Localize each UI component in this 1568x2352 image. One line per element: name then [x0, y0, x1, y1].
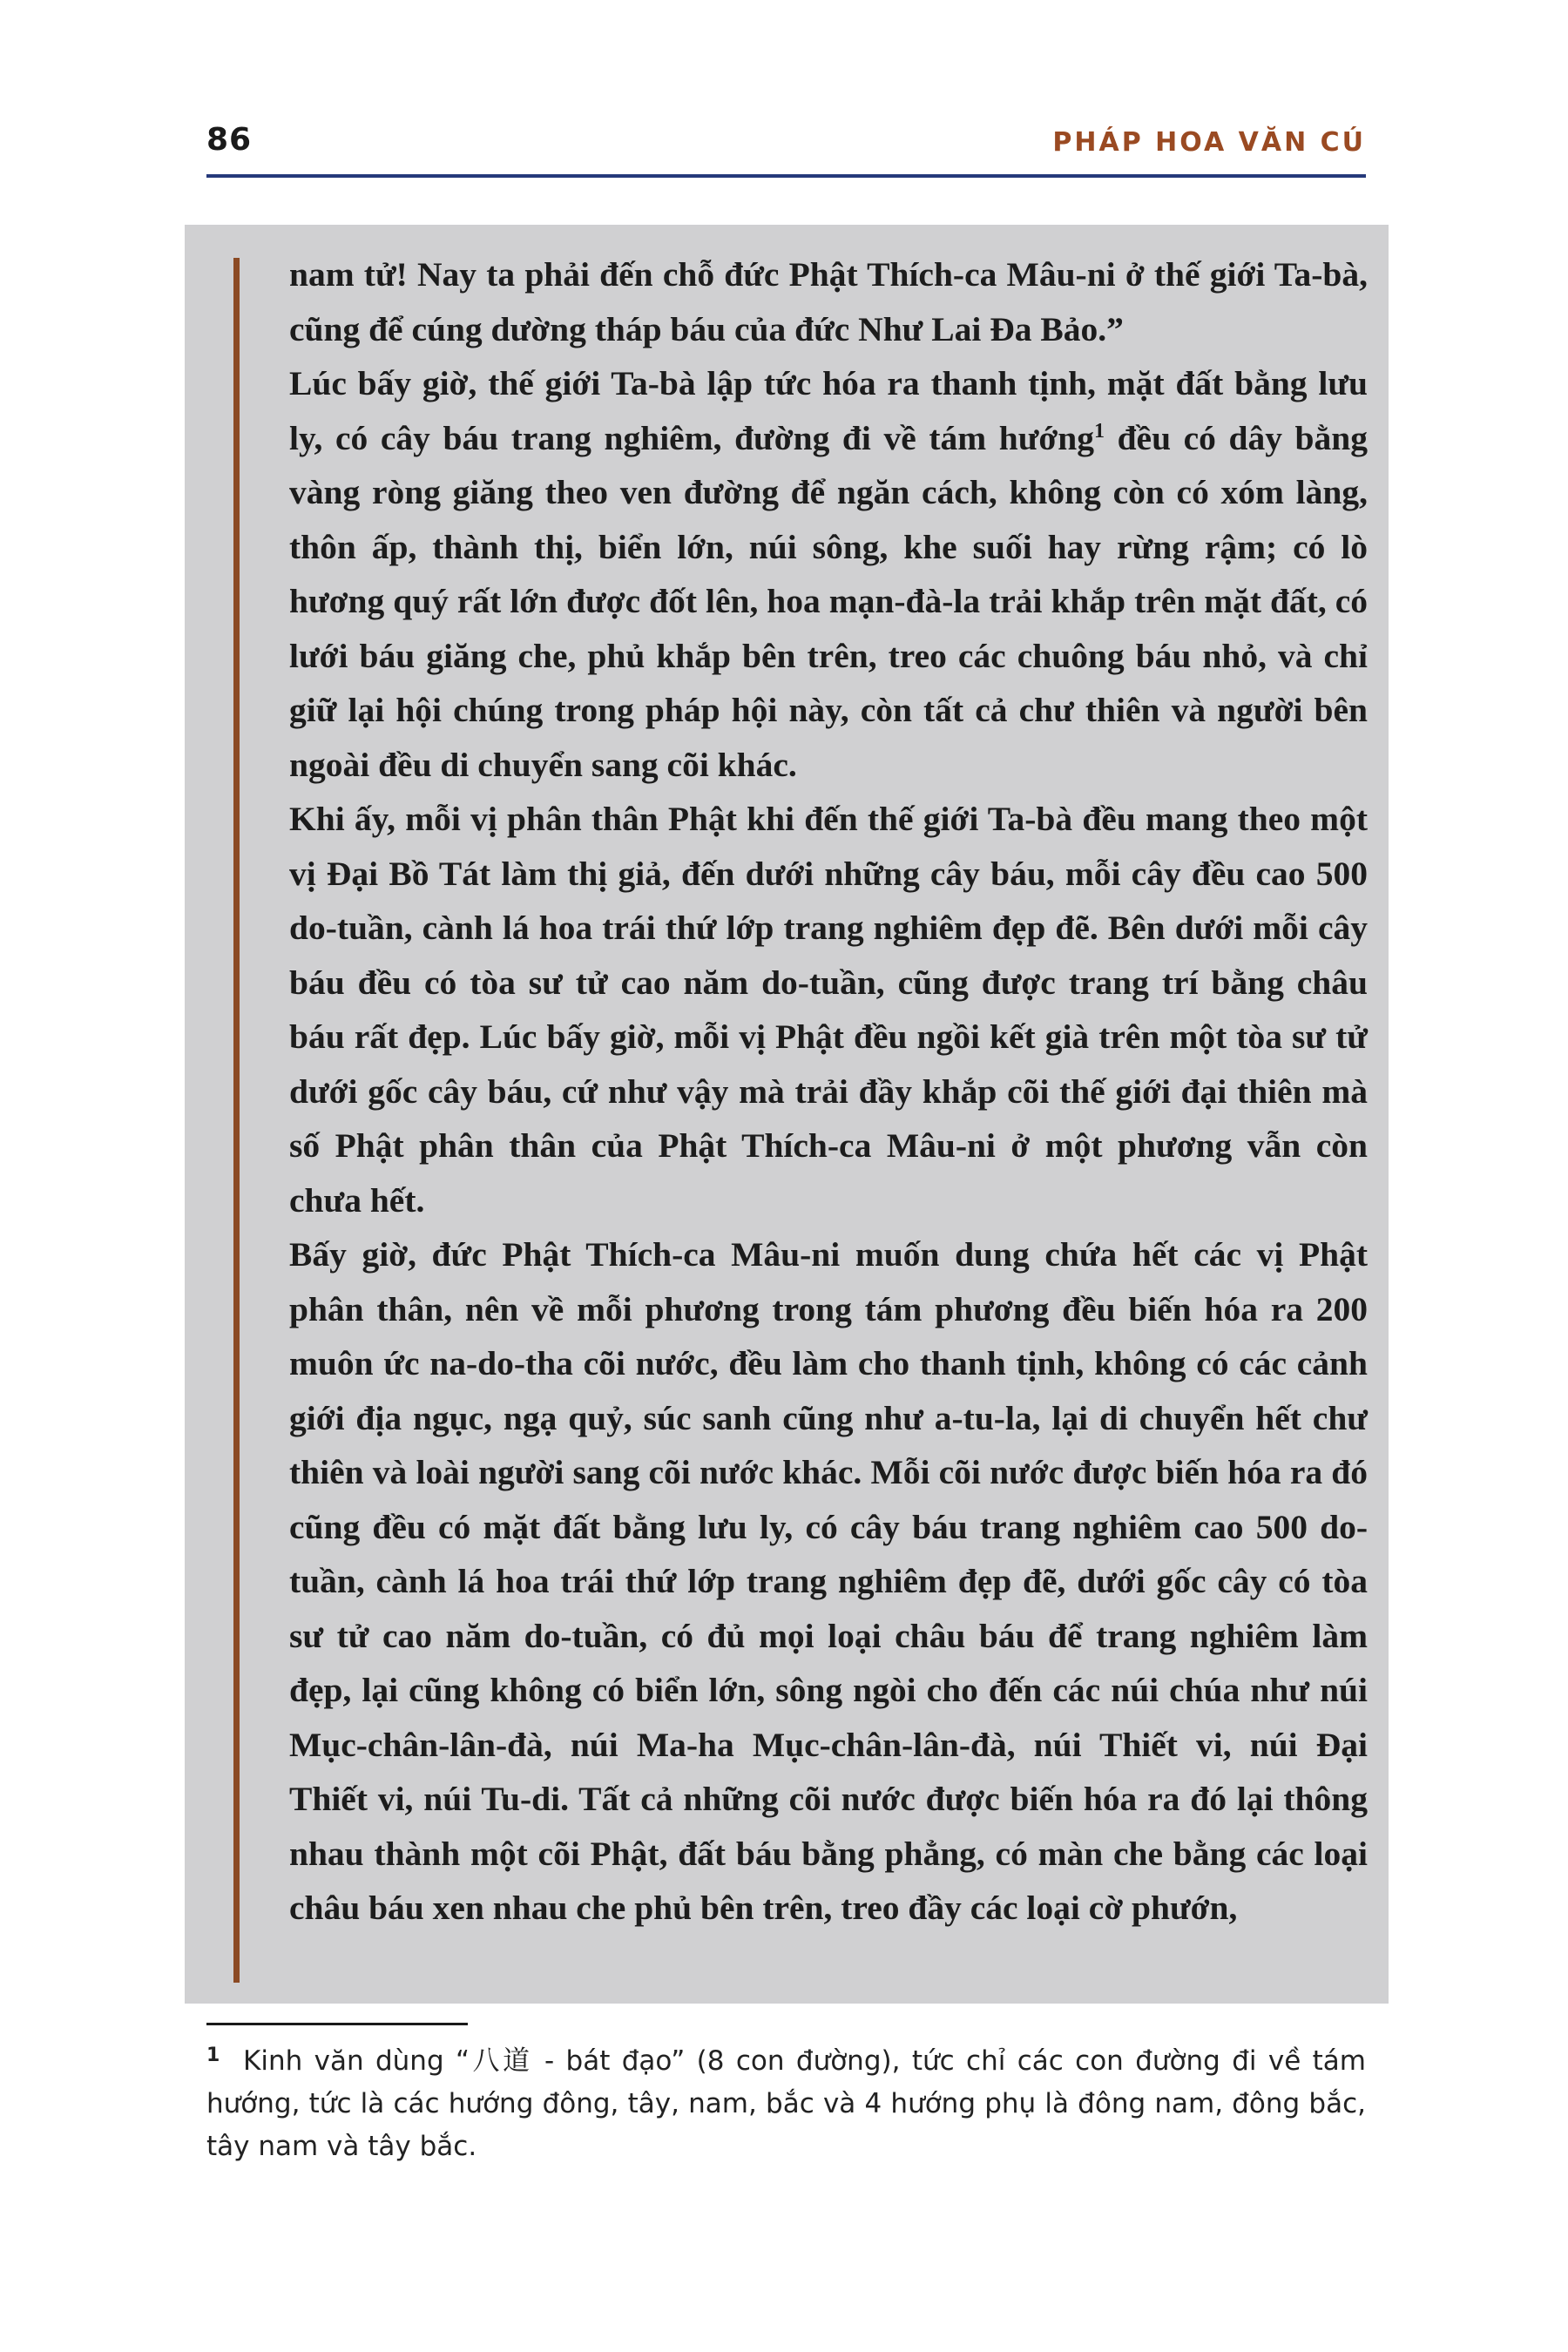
body-text	[289, 247, 1368, 1936]
quote-bar	[233, 258, 240, 1983]
running-title: PHÁP HOA VĂN CÚ	[1052, 127, 1366, 158]
footnote-rule	[206, 2023, 468, 2025]
paragraph-1: nam tử! Nay ta phải đến chỗ đức Phật Thích-ca Mâu-ni ở thế giới Ta-bà, cũng để cúng dường tháp báu của đức Như Lai Đa Bảo.”	[289, 255, 1368, 348]
footnote	[206, 2034, 1366, 2168]
footnote-text: Kinh văn dùng “八道 - bát đạo” (8 con đường), tức chỉ các con đường đi về tám hướng, tức là các hướng đông, tây, nam, bắc và 4 hướng phụ là đông nam, đông bắc, tây nam và tây bắc.	[206, 2045, 1366, 2162]
header-rule	[206, 174, 1366, 178]
paragraph-3: Khi ấy, mỗi vị phân thân Phật khi đến thế giới Ta-bà đều mang theo một vị Đại Bồ Tát làm thị giả, đến dưới những cây báu, mỗi cây đều cao 500 do-tuần, cành lá hoa trái thứ lớp trang nghiêm đẹp đẽ. Bên dưới mỗi cây báu đều có tòa sư tử cao năm do-tuần, cũng được trang trí bằng châu báu rất đẹp. Lúc bấy giờ, mỗi vị Phật đều ngồi kết già trên một tòa sư tử dưới gốc cây báu, cứ như vậy mà trải đầy khắp cõi thế giới đại thiên mà số Phật phân thân của Phật Thích-ca Mâu-ni ở một phương vẫn còn chưa hết.	[289, 800, 1368, 1220]
footnote-marker: 1	[206, 2044, 220, 2066]
footnote-ref[interactable]: 1	[1093, 419, 1105, 443]
page-number: 86	[206, 122, 253, 158]
quote-block	[185, 225, 1389, 2004]
paragraph-2: Lúc bấy giờ, thế giới Ta-bà lập tức hóa ra thanh tịnh, mặt đất bằng lưu ly, có cây báu trang nghiêm, đường đi về tám hướng$^1$ đều có dây bằng vàng ròng giăng theo ven đường để ngăn cách, không còn có xóm làng, thôn ấp, thành thị, biển lớn, núi sông, khe suối hay rừng rậm; có lò hương quý rất lớn được đốt lên, hoa mạn-đà-la trải khắp trên mặt đất, có lưới báu giăng che, phủ khắp bên trên, treo các chuông báu nhỏ, và chỉ giữ lại hội chúng trong pháp hội này, còn tất cả chư thiên và người bên ngoài đều di chuyển sang cõi khác.	[289, 364, 1368, 784]
paragraph-4: Bấy giờ, đức Phật Thích-ca Mâu-ni muốn dung chứa hết các vị Phật phân thân, nên về mỗi phương trong tám phương đều biến hóa ra 200 muôn ức na-do-tha cõi nước, đều làm cho thanh tịnh, không có các cảnh giới địa ngục, ngạ quỷ, súc sanh cũng như a-tu-la, lại di chuyển hết chư thiên và loài người sang cõi nước khác. Mỗi cõi nước được biến hóa ra đó cũng đều có mặt đất bằng lưu ly, có cây báu trang nghiêm cao 500 do-tuần, cành lá hoa trái thứ lớp trang nghiêm đẹp đẽ, dưới gốc cây có tòa sư tử cao năm do-tuần, có đủ mọi loại châu báu để trang nghiêm làm đẹp, lại cũng không có biển lớn, sông ngòi cho đến các núi chúa như núi Mục-chân-lân-đà, núi Ma-ha Mục-chân-lân-đà, núi Thiết vi, núi Đại Thiết vi, núi Tu-di. Tất cả những cõi nước được biến hóa ra đó lại thông nhau thành một cõi Phật, đất báu bằng phẳng, có màn che bằng các loại châu báu xen nhau che phủ bên trên, treo đầy các loại cờ phướn,	[289, 1235, 1368, 1927]
